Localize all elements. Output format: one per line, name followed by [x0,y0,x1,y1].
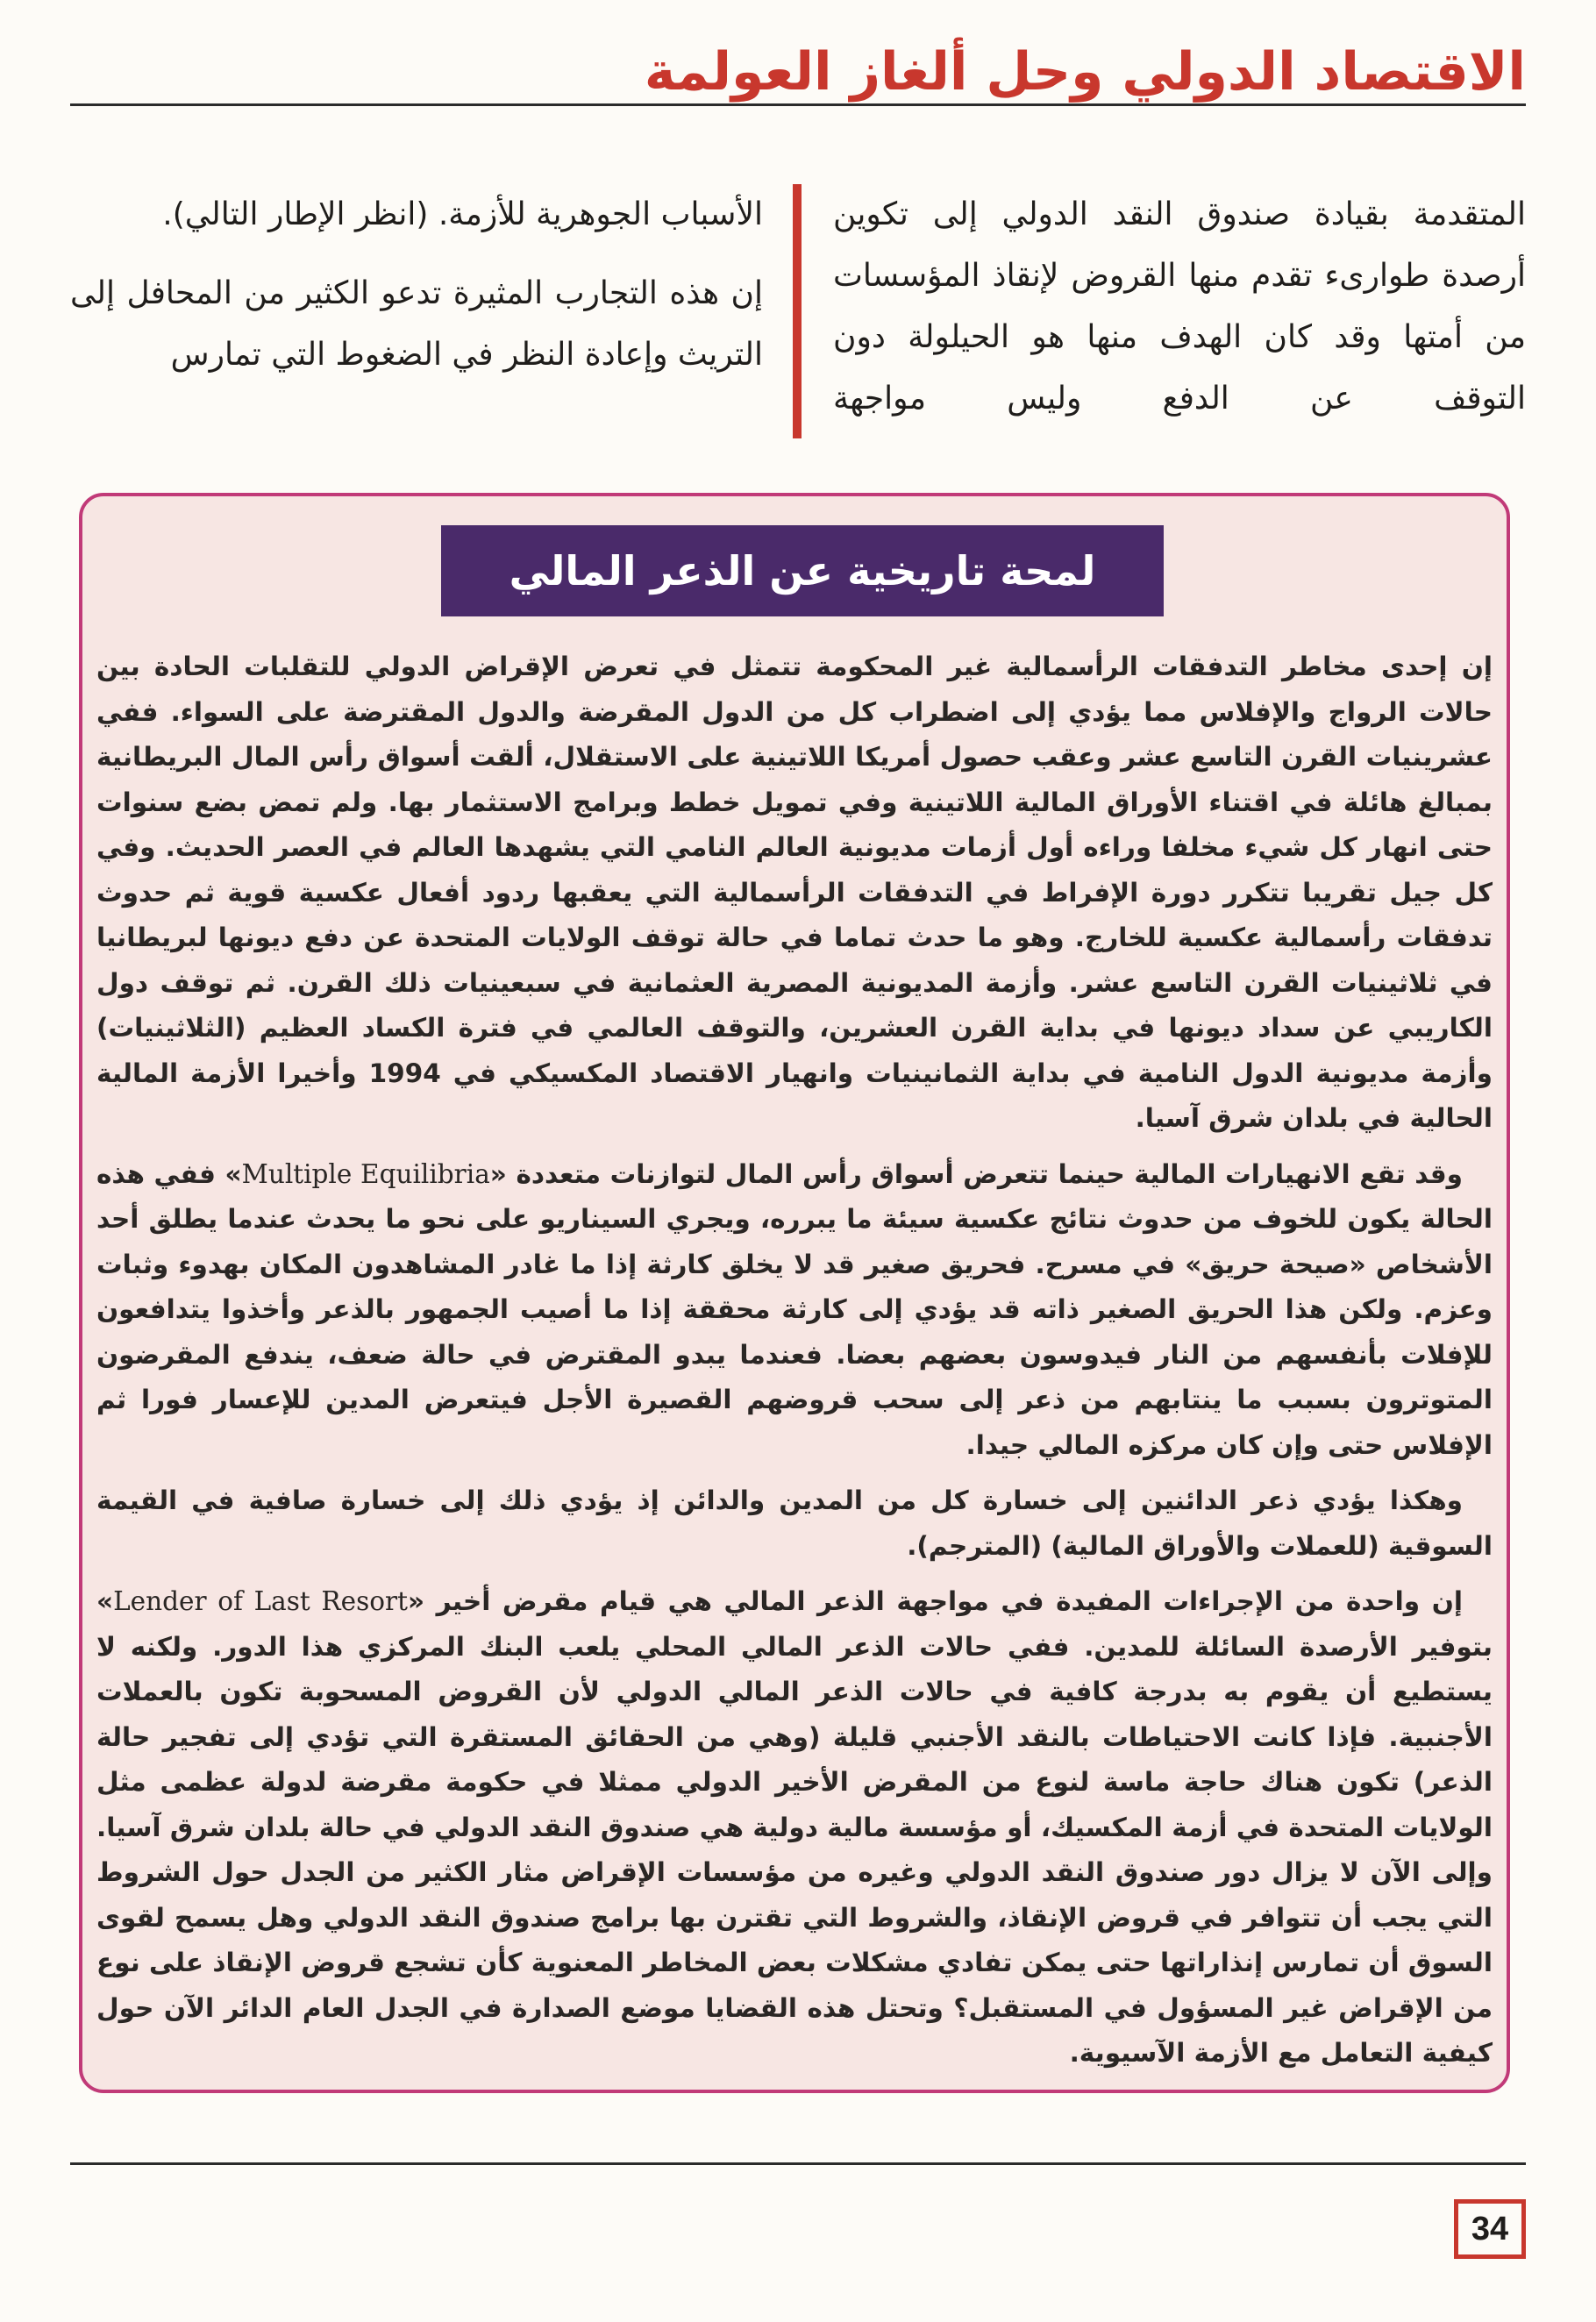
intro-left-column [70,184,763,386]
box-paragraph-1: إن إحدى مخاطر التدفقات الرأسمالية غير المحكومة تتمثل في تعرض الإقراض الدولي للتقلبات الحادة بين حالات الرواج والإفلاس مما يؤدي إلى اضطراب كل من الدول المقرضة والدول المقترضة على السواء. ففي عشرينيات القرن التاسع عشر وعقب حصول أمريكا اللاتينية على الاستقلال، ألقت أسواق رأس المال البريطانية بمبالغ هائلة في اقتناء الأوراق المالية اللاتينية وفي تمويل خطط وبرامج الاستثمار بها. ولم تمض بضع سنوات حتى انهار كل شيء مخلفا وراءه أول أزمات مديونية العالم النامي التي يشهدها العالم في العصر الحديث. وفي كل جيل تقريبا تتكرر دورة الإفراط في التدفقات الرأسمالية التي يعقبها ردود أفعال عكسية قوية ثم حدوث تدفقات رأسمالية عكسية للخارج. وهو ما حدث تماما في حالة توقف الولايات المتحدة عن دفع ديونها لبريطانيا في ثلاثينيات القرن التاسع عشر. وأزمة المديونية المصرية العثمانية في سبعينيات ذلك القرن. ثم توقف دول الكاريبي عن سداد ديونها في بداية القرن العشرين، والتوقف العالمي في فترة الكساد العظيم (الثلاثينيات) وأزمة مديونية الدول النامية في بداية الثمانينيات وانهيار الاقتصاد المكسيكي في 1994 وأخيرا الأزمة المالية الحالية في بلدان شرق آسيا. [96,652,1493,1133]
footer-divider [70,2162,1526,2165]
box-paragraph-4-part-a: إن واحدة من الإجراءات المفيدة في مواجهة الذعر المالي هي قيام مقرض أخير « [407,1586,1463,1616]
intro-left-text-1: الأسباب الجوهرية للأزمة. (انظر الإطار التالي). [162,196,763,232]
box-paragraph-2-part-b: » ففي هذه الحالة يكون للخوف من حدوث نتائج عكسية سيئة ما يبرره، ويجري السيناريو على نحو ما يحدث عندما يطلق أحد الأشخاص «صيحة حريق» في مسرح. فحريق صغير قد لا يخلق كارثة إذا ما غادر المشاهدون المكان بهدوء وثبات وعزم. ولكن هذا الحريق الصغير ذاته قد يؤدي إلى كارثة محققة إذا ما أصيب الجمهور بالذعر وأخذوا يتدافعون للإفلات بأنفسهم من النار فيدوسون بعضهم بعضا. فعندما يبدو المقترض في حالة ضعف، يندفع المقرضون المتوترون بسبب ما ينتابهم من ذعر إلى سحب قروضهم القصيرة الأجل فيتعرض المدين للإعسار فورا ثم الإفلاس حتى وإن كان مركزه المالي جيدا. [96,1158,1493,1460]
sidebar-box-body [96,645,1493,2087]
header-divider [70,103,1526,106]
page-number: 34 [1454,2199,1526,2259]
box-paragraph-2-part-a: وقد تقع الانهيارات المالية حينما تتعرض أسواق رأس المال لتوازنات متعددة « [489,1158,1463,1189]
running-header-title: الاقتصاد الدولي وحل ألغاز العولمة [644,41,1526,103]
box-paragraph-2 [96,1152,1493,1469]
box-paragraph-3: وهكذا يؤدي ذعر الدائنين إلى خسارة كل من المدين والدائن إذ يؤدي ذلك إلى خسارة صافية في القيمة السوقية (للعملات والأوراق المالية) (المترجم). [96,1485,1493,1561]
intro-left-text-2: إن هذه التجارب المثيرة تدعو الكثير من المحافل إلى التريث وإعادة النظر في الضغوط التي تمارس [70,275,763,373]
box-term-lender-of-last-resort: Lender of Last Resort [113,1586,408,1616]
column-divider-bar [793,184,802,438]
box-paragraph-4-part-b: » بتوفير الأرصدة السائلة للمدين. ففي حالات الذعر المالي المحلي يلعب البنك المركزي هذا الدور. ولكنه لا يستطيع أن يقوم به بدرجة كافية في حالات الذعر المالي الدولي لأن القروض المسحوبة تكون بالعملات الأجنبية. فإذا كانت الاحتياطات بالنقد الأجنبي قليلة (وهي من الحقائق المستقرة التي تؤدي إلى تفجير حالة الذعر) تكون هناك حاجة ماسة لنوع من المقرض الأخير الدولي ممثلا في حكومة مقرضة لدولة عظمى مثل الولايات المتحدة في أزمة المكسيك، أو مؤسسة مالية دولية هي صندوق النقد الدولي في حالة بلدان شرق آسيا. وإلى الآن لا يزال دور صندوق النقد الدولي وغيره من مؤسسات الإقراض مثار الكثير من الجدل حول الشروط التي يجب أن تتوافر في قروض الإنقاذ، والشروط التي تقترن بها برامج صندوق النقد الدولي وهل يسمح لقوى السوق أن تمارس إنذاراتها حتى يمكن تفادي مشكلات بعض المخاطر المعنوية كأن تشجع قروض الإنقاذ على نوع من الإقراض غير المسؤول في المستقبل؟ وتحتل هذه القضايا موضع الصدارة في الجدل العام الدائر الآن حول كيفية التعامل مع الأزمة الآسيوية. [96,1586,1493,2068]
box-term-multiple-equilibria: Multiple Equilibria [241,1158,490,1189]
sidebar-box-title: لمحة تاريخية عن الذعر المالي [441,525,1164,616]
box-paragraph-4 [96,1579,1493,2076]
intro-right-text: المتقدمة بقيادة صندوق النقد الدولي إلى تكوين أرصدة طوارىء تقدم منها القروض لإنقاذ المؤسسات من أمتها وقد كان الهدف منها هو الحيلولة دون التوقف عن الدفع وليس مواجهة [833,196,1526,417]
intro-right-column [833,184,1526,430]
